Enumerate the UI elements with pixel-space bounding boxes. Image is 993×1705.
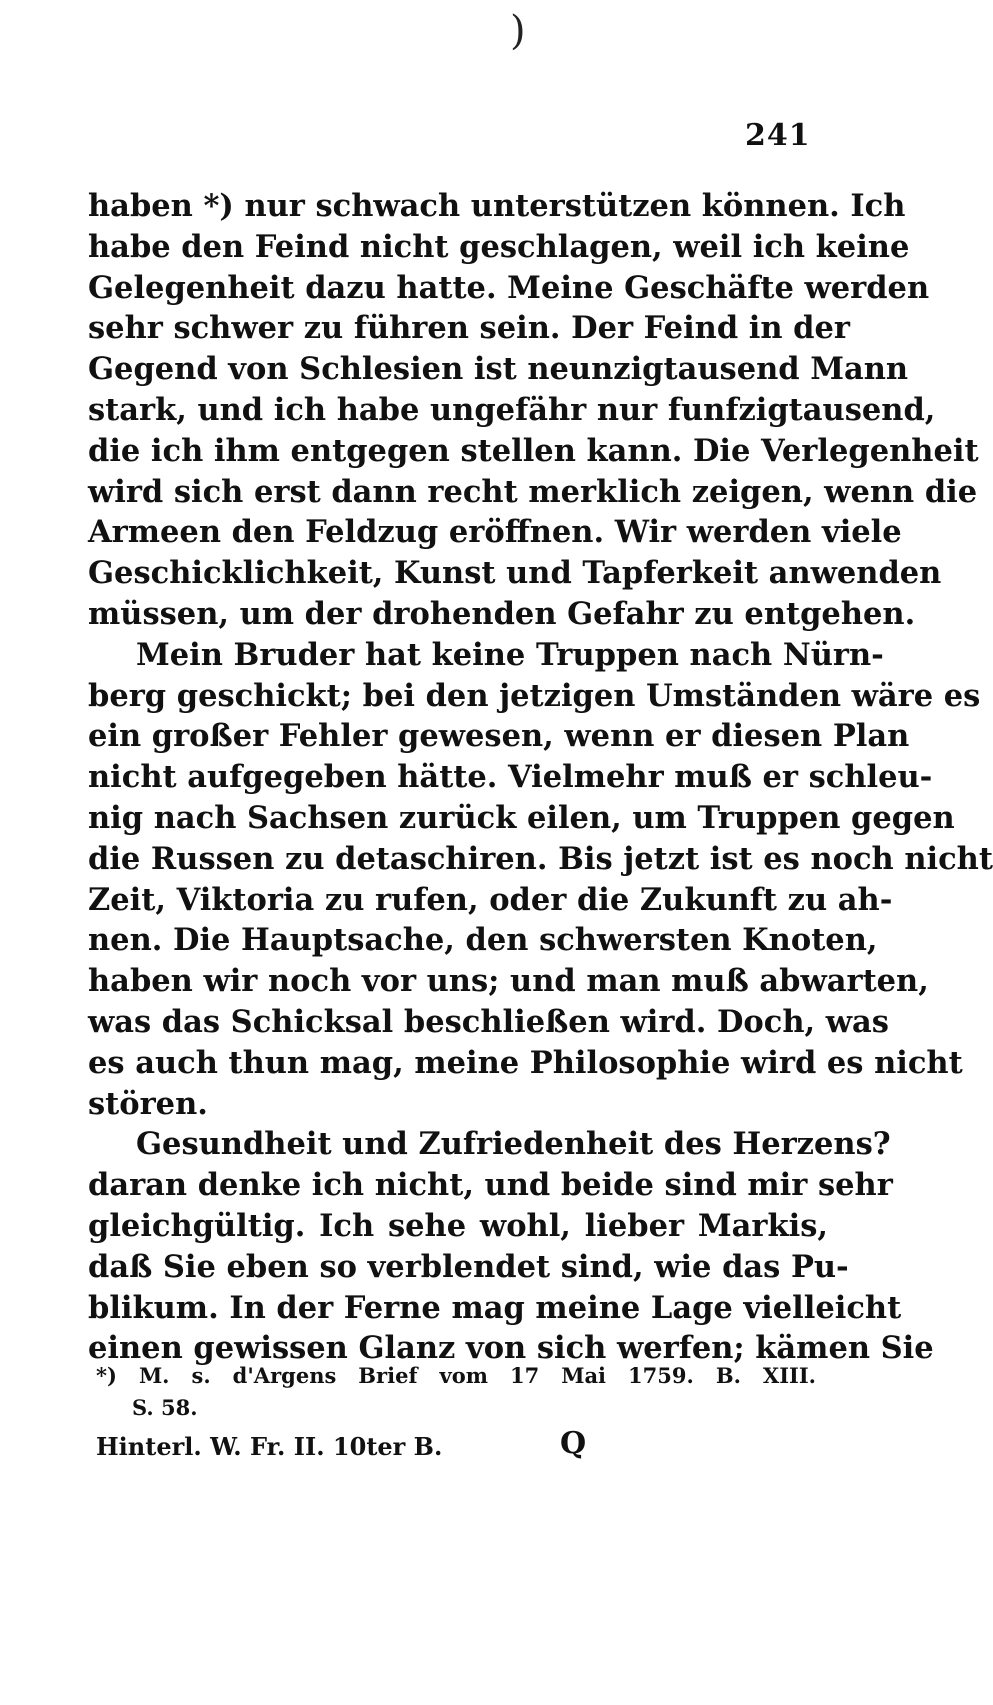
text-line: blikum. In der Ferne mag meine Lage vielleicht — [88, 1289, 902, 1326]
text-line: die ich ihm entgegen stellen kann. Die Verlegenheit — [88, 432, 979, 469]
text-line: einen gewissen Glanz von sich werfen; kämen Sie — [88, 1330, 934, 1367]
text-line: stark, und ich habe ungefähr nur funfzigtausend, — [88, 391, 936, 428]
text-line: Gegend von Schlesien ist neunzigtausend Mann — [88, 351, 909, 388]
text-line: Gelegenheit dazu hatte. Meine Geschäfte werden — [88, 269, 930, 306]
text-line: nicht aufgegeben hätte. Vielmehr muß er schleu- — [88, 759, 933, 796]
text-line: es auch thun mag, meine Philosophie wird es nicht — [88, 1044, 963, 1081]
text-line: Zeit, Viktoria zu rufen, oder die Zukunft zu ah- — [88, 881, 893, 918]
page-number: 241 — [745, 118, 811, 153]
text-line: die Russen zu detaschiren. Bis jetzt ist es noch nicht — [88, 840, 993, 877]
text-line: daß Sie eben so verblendet sind, wie das Pu- — [88, 1248, 849, 1285]
footnote-line: *) M. s. d'Argens Brief vom 17 Mai 1759. B. XIII. — [96, 1363, 816, 1388]
text-line: Armeen den Feldzug eröffnen. Wir werden viele — [88, 514, 902, 551]
text-line: Geschicklichkeit, Kunst und Tapferkeit anwenden — [88, 555, 942, 592]
text-line: nig nach Sachsen zurück eilen, um Truppen gegen — [88, 799, 955, 836]
body-text — [88, 186, 993, 1369]
text-line: was das Schicksal beschließen wird. Doch, was — [88, 1003, 889, 1040]
signature-mark: Hinterl. W. Fr. II. 10ter B. — [96, 1432, 443, 1461]
text-line: sehr schwer zu führen sein. Der Feind in der — [88, 310, 850, 347]
text-line: habe den Feind nicht geschlagen, weil ich keine — [88, 228, 910, 265]
text-line: daran denke ich nicht, und beide sind mir sehr — [88, 1167, 893, 1204]
text-line: nen. Die Hauptsache, den schwersten Knoten, — [88, 922, 878, 959]
text-line: wird sich erst dann recht merklich zeigen, wenn die — [88, 473, 978, 510]
text-line: Mein Bruder hat keine Truppen nach Nürn- — [136, 636, 884, 673]
text-line: haben wir noch vor uns; und man muß abwarten, — [88, 963, 929, 1000]
quire-mark: Q — [560, 1426, 587, 1461]
footnote — [96, 1360, 816, 1424]
text-line: müssen, um der drohenden Gefahr zu entgehen. — [88, 595, 916, 632]
print-speck: ) — [510, 8, 526, 54]
text-line: Gesundheit und Zufriedenheit des Herzens? — [136, 1126, 891, 1163]
text-line: ein großer Fehler gewesen, wenn er diesen Plan — [88, 718, 910, 755]
text-line: berg geschickt; bei den jetzigen Umständen wäre es — [88, 677, 981, 714]
text-line: haben *) nur schwach unterstützen können. Ich — [88, 188, 906, 224]
text-line: gleichgültig. Ich sehe wohl, lieber Markis, — [88, 1207, 828, 1244]
text-line: stören. — [88, 1085, 208, 1122]
footnote-line: S. 58. — [132, 1395, 198, 1420]
